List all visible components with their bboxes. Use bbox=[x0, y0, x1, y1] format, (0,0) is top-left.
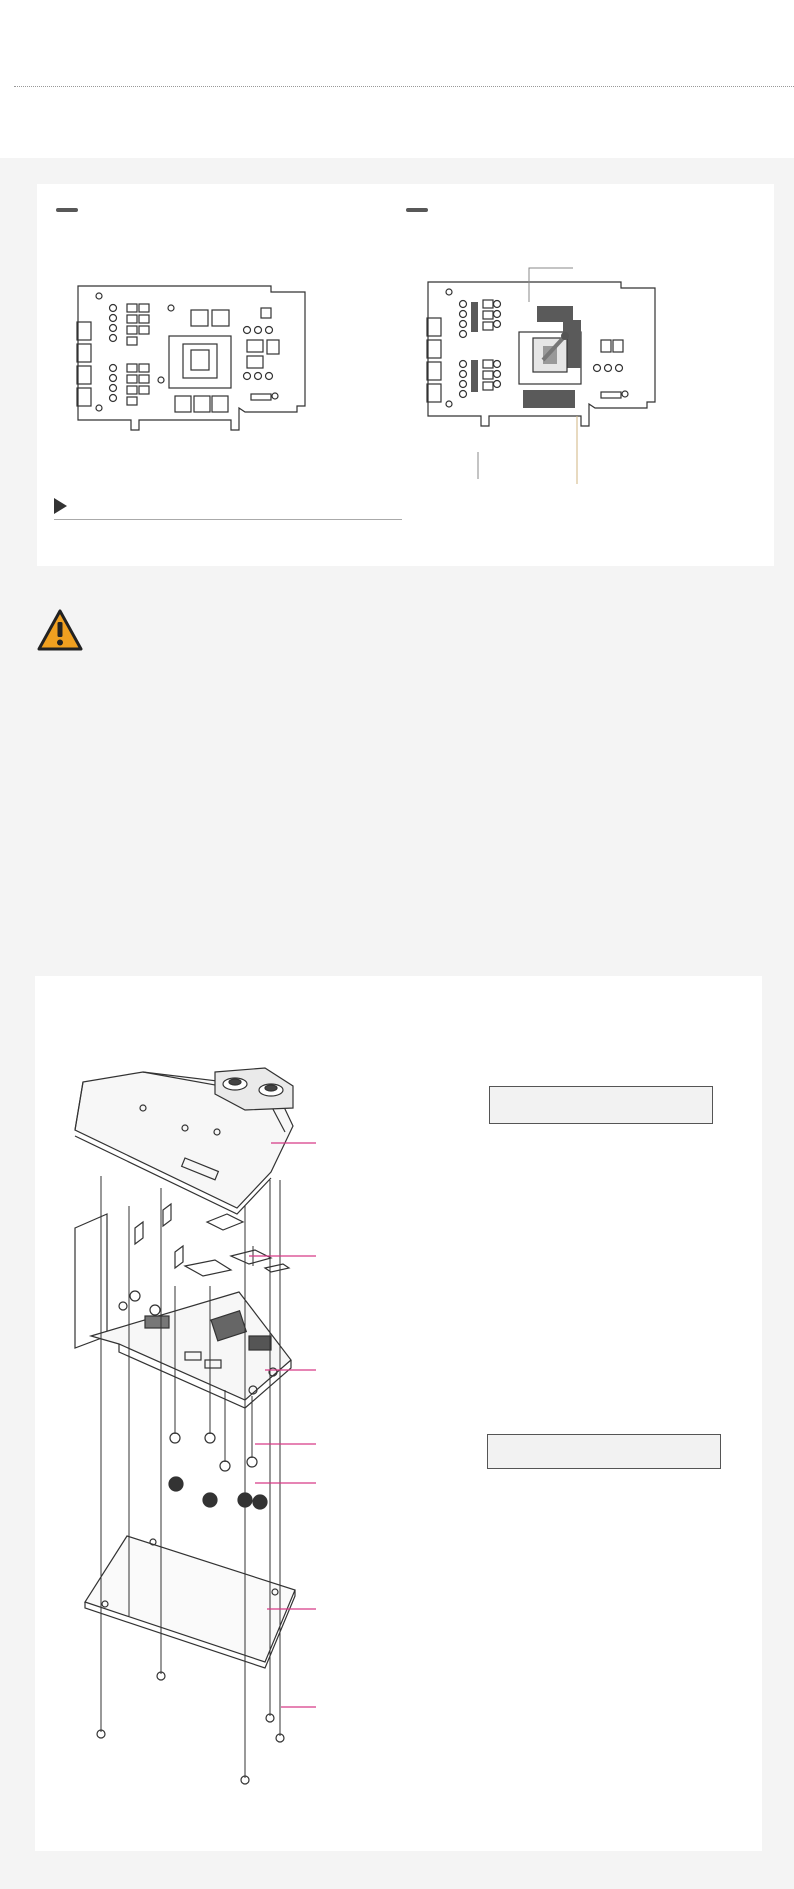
warning-icon bbox=[36, 608, 84, 652]
step1-card bbox=[37, 184, 774, 566]
parts-list-en-title bbox=[487, 1434, 721, 1469]
installation-card bbox=[35, 976, 762, 1851]
parts-list-cn-title bbox=[489, 1086, 713, 1124]
clean-up-text bbox=[54, 497, 67, 517]
step1-callout-lines bbox=[37, 184, 774, 566]
exploded-view-diagram bbox=[35, 976, 425, 1851]
header-divider bbox=[14, 86, 794, 87]
text-divider bbox=[54, 519, 402, 520]
play-arrow-icon bbox=[54, 498, 67, 514]
